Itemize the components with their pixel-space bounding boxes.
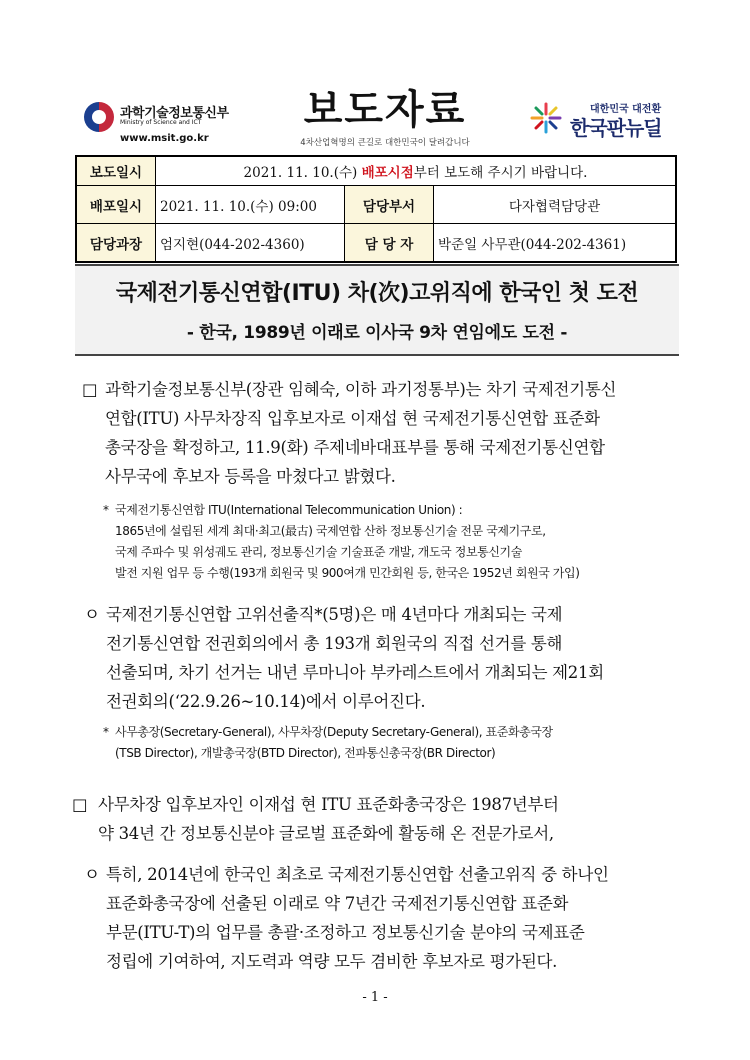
- page-number: - 1 -: [362, 990, 388, 1005]
- lead-value: 엄지현(044-202-4360): [156, 224, 345, 263]
- dept-label: 담당부서: [345, 186, 434, 224]
- footnote-1-line: 1865년에 설립된 세계 최대·최고(最古) 국제연합 산하 정보통신기술 전문 국제기구로,: [115, 524, 546, 538]
- page-header: [0, 0, 750, 150]
- lead-label: 담당과장: [76, 224, 156, 263]
- paragraph-2-line: 전권회의(‘22.9.26~10.14)에서 이루어진다.: [106, 692, 426, 711]
- paragraph-2-line: 국제전기통신연합 고위선출직*(5명)은 매 4년마다 개최되는 국제: [106, 605, 563, 624]
- footnote-2-line: (TSB Director), 개발총국장(BTD Director), 전파통신총국장(BR Director): [115, 746, 496, 760]
- new-deal-title: 한국판뉴딜: [570, 116, 662, 140]
- ministry-name-en: Ministry of Science and ICT: [120, 119, 202, 126]
- report-date-cell: [156, 156, 677, 186]
- ministry-logo: [84, 100, 284, 146]
- footnote-2: [103, 722, 683, 764]
- dist-date-label: 배포일시: [76, 186, 156, 224]
- ministry-url: www.msit.go.kr: [120, 133, 209, 144]
- circle-bullet-icon: ㅇ: [84, 605, 100, 624]
- person-value: 박준일 사무관(044-202-4361): [434, 224, 677, 263]
- taegeuk-emblem-icon: [84, 102, 114, 132]
- subheadline: - 한국, 1989년 이래로 이사국 9차 연임에도 도전 -: [186, 323, 568, 343]
- footnote-1-line: 발전 지원 업무 등 수행(193개 회원국 및 900여개 민간회원 등, 한국은 1952년 회원국 가입): [115, 566, 580, 580]
- report-date-row: [76, 156, 676, 186]
- report-date-value: 2021. 11. 10.(수): [243, 165, 358, 181]
- footnote-2-line: 사무총장(Secretary-General), 사무차장(Deputy Secretary-General), 표준화총국장: [115, 725, 553, 739]
- asterisk-bullet-icon: *: [103, 503, 109, 517]
- square-bullet-icon: □: [72, 795, 88, 814]
- report-date-emphasis: 배포시점: [361, 165, 414, 181]
- korean-new-deal-logo: [530, 98, 700, 142]
- paragraph-1-line: 총국장을 확정하고, 11.9(화) 주제네바대표부를 통해 국제전기통신연합: [105, 438, 605, 457]
- contact-row: [76, 224, 676, 263]
- ministry-name: 과학기술정보통신부: [120, 106, 229, 121]
- report-date-tail: 부터 보도해 주시기 바랍니다.: [413, 165, 588, 181]
- paragraph-3: [72, 790, 682, 848]
- dist-date-value: 2021. 11. 10.(수) 09:00: [156, 186, 345, 224]
- person-label: 담 당 자: [345, 224, 434, 263]
- paragraph-4-line: 특히, 2014년에 한국인 최초로 국제전기통신연합 선출고위직 중 하나인: [106, 865, 609, 884]
- paragraph-4-line: 부문(ITU-T)의 업무를 총괄·조정하고 정보통신기술 분야의 국제표준: [106, 923, 585, 942]
- footnote-1-line: 국제전기통신연합 ITU(International Telecommunication Union) :: [115, 503, 463, 517]
- footnote-1: [103, 500, 683, 584]
- asterisk-bullet-icon: *: [103, 725, 109, 739]
- circle-bullet-icon: ㅇ: [84, 865, 100, 884]
- press-info-table: [75, 155, 677, 263]
- footnote-1-line: 국제 주파수 및 위성궤도 관리, 정보통신기술 기술표준 개발, 개도국 정보통신기술: [115, 545, 522, 559]
- paragraph-1-line: 과학기술정보통신부(장관 임혜숙, 이하 과기정통부)는 차기 국제전기통신: [105, 380, 617, 399]
- paragraph-3-line: 사무차장 입후보자인 이재섭 현 ITU 표준화총국장은 1987년부터: [98, 795, 559, 814]
- paragraph-2-line: 전기통신연합 전권회의에서 총 193개 회원국의 직접 선거를 통해: [106, 634, 563, 653]
- paragraph-1-line: 사무국에 후보자 등록을 마쳤다고 밝혔다.: [105, 467, 396, 486]
- paragraph-4-line: 정립에 기여하여, 지도력과 역량 모두 겸비한 후보자로 평가된다.: [106, 952, 558, 971]
- report-date-label: 보도일시: [76, 156, 156, 186]
- dept-value: 다자협력담당관: [434, 186, 677, 224]
- square-bullet-icon: □: [82, 380, 98, 399]
- paragraph-3-line: 약 34년 간 정보통신분야 글로벌 표준화에 활동해 온 전문가로서,: [98, 824, 554, 843]
- dist-date-row: [76, 186, 676, 224]
- paragraph-4: [82, 860, 682, 976]
- page-title: 보도자료: [303, 87, 467, 133]
- paragraph-1: [72, 375, 682, 491]
- paragraph-1-line: 연합(ITU) 사무차장직 입후보자로 이재섭 현 국제전기통신연합 표준화: [105, 409, 600, 428]
- slogan: 4차산업혁명의 큰길로 대한민국이 달려갑니다: [300, 138, 470, 148]
- new-deal-subtitle: 대한민국 대전환: [590, 104, 662, 115]
- headline-box: [75, 264, 679, 356]
- paragraph-2: [82, 600, 682, 716]
- headline: 국제전기통신연합(ITU) 차(次)고위직에 한국인 첫 도전: [115, 281, 639, 306]
- paragraph-2-line: 선출되며, 차기 선거는 내년 루마니아 부카레스트에서 개최되는 제21회: [106, 663, 604, 682]
- paragraph-4-line: 표준화총국장에 선출된 이래로 약 7년간 국제전기통신연합 표준화: [106, 894, 569, 913]
- new-deal-burst-icon: [530, 102, 562, 134]
